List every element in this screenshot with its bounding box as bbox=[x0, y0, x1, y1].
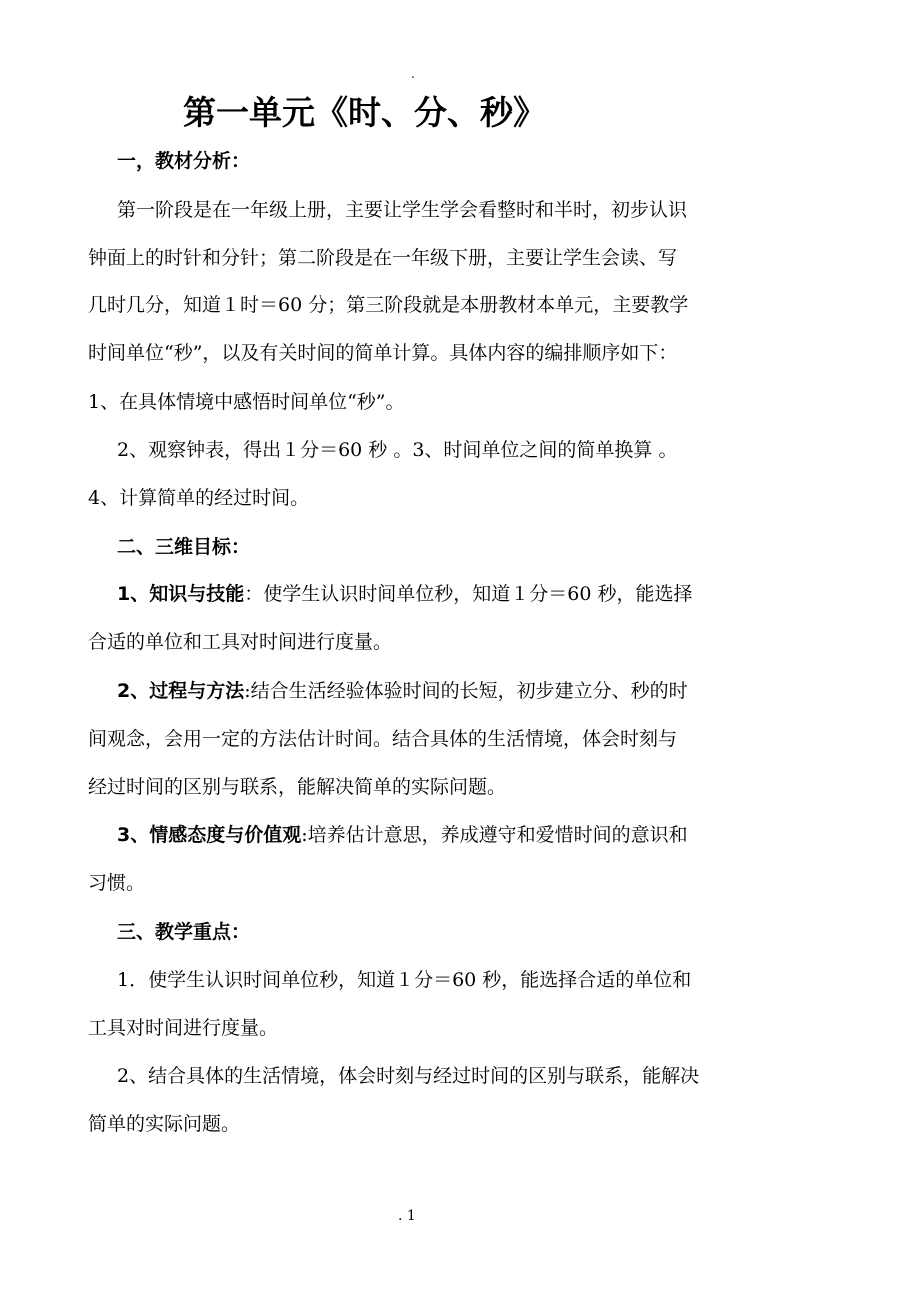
goal1-text: ：使学生认识时间单位秒，知道１分＝60 秒，能选择 bbox=[244, 583, 693, 605]
section1-line-1: 第一阶段是在一年级上册，主要让学生学会看整时和半时，初步认识 bbox=[117, 199, 688, 221]
section3-line-4: 简单的实际问题。 bbox=[88, 1113, 241, 1135]
goal3-line-1 bbox=[117, 820, 887, 850]
goal2-line-1 bbox=[117, 676, 887, 706]
goal2-text: :结合生活经验体验时间的长短，初步建立分、秒的时 bbox=[244, 680, 688, 702]
section3-line-1: 1．使学生认识时间单位秒，知道１分＝60 秒，能选择合适的单位和 bbox=[117, 969, 692, 991]
goal2-line-2: 间观念，会用一定的方法估计时间。结合具体的生活情境，体会时刻与 bbox=[88, 728, 678, 750]
goal1-line-2: 合适的单位和工具对时间进行度量。 bbox=[88, 631, 393, 653]
section1-line-3: 几时几分，知道１时＝60 分；第三阶段就是本册教材本单元，主要教学 bbox=[88, 294, 689, 316]
header-dot: . bbox=[411, 67, 415, 81]
section1-line-4: 时间单位“秒”，以及有关时间的简单计算。具体内容的编排顺序如下： bbox=[88, 342, 678, 364]
section1-line-7: 4、计算简单的经过时间。 bbox=[88, 487, 310, 509]
section1-line-6: 2、观察钟表，得出１分＝60 秒 。3、时间单位之间的简单换算 。 bbox=[117, 439, 678, 461]
goal1-line-1 bbox=[117, 579, 887, 609]
goal1-label: 1、知识与技能 bbox=[117, 583, 245, 605]
goal3-label: 3、情感态度与价值观 bbox=[117, 824, 302, 846]
section3-heading: 三、教学重点： bbox=[117, 921, 251, 943]
section3-line-3: 2、结合具体的生活情境，体会时刻与经过时间的区别与联系，能解决 bbox=[117, 1065, 700, 1087]
section1-line-5: 1、在具体情境中感悟时间单位“秒”。 bbox=[88, 391, 405, 413]
section1-heading: 一，教材分析： bbox=[117, 150, 251, 172]
goal2-line-3: 经过时间的区别与联系，能解决简单的实际问题。 bbox=[88, 776, 507, 798]
goal3-text: :培养估计意思，养成遵守和爱惜时间的意识和 bbox=[301, 824, 688, 846]
goal2-label: 2、过程与方法 bbox=[117, 680, 245, 702]
section1-line-2: 钟面上的时针和分针；第二阶段是在一年级下册，主要让学生会读、写 bbox=[88, 247, 678, 269]
section3-line-2: 工具对时间进行度量。 bbox=[88, 1017, 279, 1039]
goal3-line-2: 习惯。 bbox=[88, 872, 146, 894]
section2-heading: 二、三维目标： bbox=[117, 536, 251, 558]
page-title: 第一单元《时、分、秒》 bbox=[183, 93, 546, 132]
page-number: . 1 bbox=[398, 1208, 416, 1224]
